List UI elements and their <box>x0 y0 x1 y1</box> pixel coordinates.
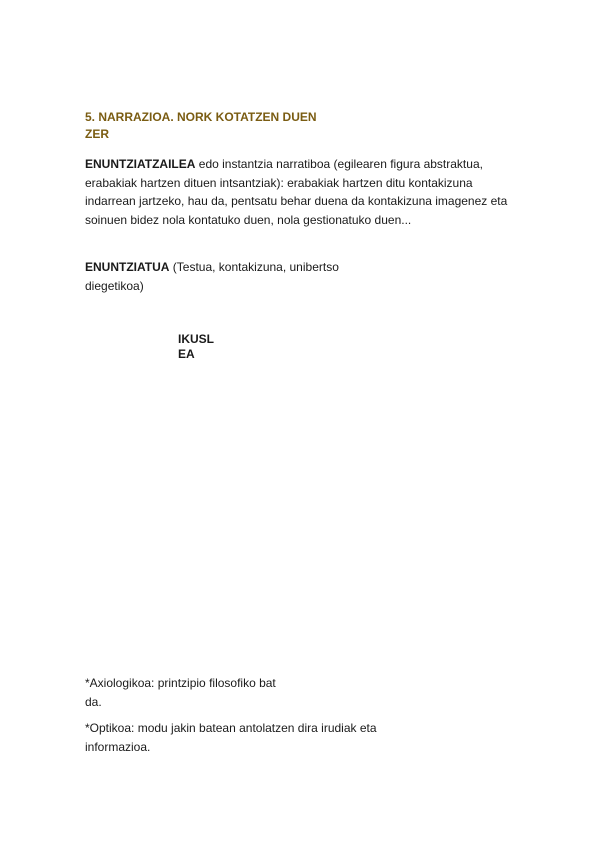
paragraph-text: (Testua, kontakizuna, unibertso <box>169 260 339 274</box>
footnote-line: da. <box>85 694 102 709</box>
ikuslea-label <box>178 332 214 362</box>
footnote-line: *Axiologikoa: printzipio filosofiko bat <box>85 676 276 690</box>
ikuslea-line-2: EA <box>178 347 195 361</box>
enuntziatua-term: ENUNTZIATUA <box>85 260 170 274</box>
ikuslea-line-1: IKUSL <box>178 332 214 346</box>
footnote-axiologikoa <box>85 674 276 711</box>
paragraph-line: erabakiak hartzen dituen intsantziak): erabakiak hartzen ditu kontakizuna <box>85 175 473 190</box>
enuntziatua-paragraph <box>85 258 339 295</box>
paragraph-line: indarrean jartzeko, hau da, pentsatu behar duena da kontakizuna imagenez eta <box>85 194 508 208</box>
footnote-line: *Optikoa: modu jakin batean antolatzen dira irudiak eta <box>85 721 377 735</box>
footnote-optikoa <box>85 719 377 756</box>
section-heading-line-2: ZER <box>85 127 109 141</box>
paragraph-line: soinuen bidez nola kontatuko duen, nola gestionatuko duen... <box>85 212 412 227</box>
paragraph-text: edo instantzia narratiboa (egilearen figura abstraktua, <box>195 157 483 171</box>
paragraph-line <box>85 155 507 174</box>
enuntziatzailea-paragraph <box>85 155 507 229</box>
footnote-line: informazioa. <box>85 739 151 754</box>
paragraph-line: diegetikoa) <box>85 278 144 293</box>
section-heading <box>85 109 335 143</box>
section-heading-line-1: 5. NARRAZIOA. NORK KOTATZEN DUEN <box>85 110 317 124</box>
paragraph-line <box>85 258 339 277</box>
enuntziatzailea-term: ENUNTZIATZAILEA <box>85 157 196 171</box>
